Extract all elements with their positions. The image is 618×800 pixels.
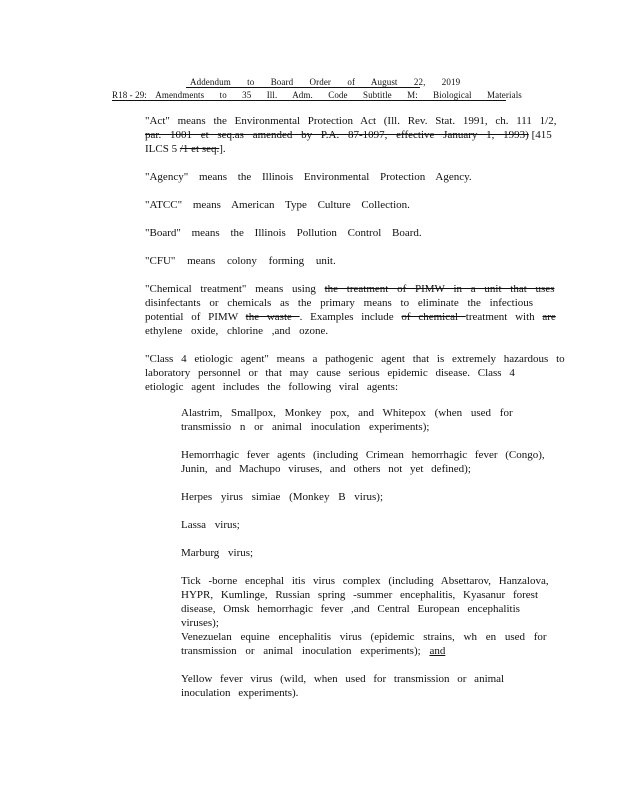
agent-alastrim: Alastrim, Smallpox, Monkey pox, and Whitepox (when used for transmissio n or animal inoculation experiments); <box>181 407 513 433</box>
struck-text: of chemical <box>401 311 466 323</box>
header-subject: Amendments to 35 Ill. Adm. Code Subtitle M: Biological Materials <box>155 90 522 100</box>
struck-text: /1 et seq. <box>179 143 220 155</box>
agent-herpes: Herpes yirus simiae (Monkey B virus); <box>181 491 383 503</box>
header-subtitle <box>112 90 522 100</box>
docket-number: R18 - 29: <box>112 90 147 100</box>
agent-marburg: Marburg virus; <box>181 547 254 559</box>
struck-text: par. 1001 et seq.as amended by P.A. 87-1097, effective January 1, 1993) <box>145 129 529 141</box>
agent-lassa: Lassa virus; <box>181 519 240 531</box>
struck-text: are <box>542 311 556 323</box>
definition-board: "Board" means the Illinois Pollution Control Board. <box>145 227 422 239</box>
definition-cfu: "CFU" means colony forming unit. <box>145 255 336 267</box>
agent-tick-borne: Tick -borne encephal itis virus complex (including Absettarov, Hanzalova, HYPR, Kumlinge, Russian spring -summer encephalitis, Kyasanur forest disease, Omsk hemorrhagic fever ,and Central European encephalitis viruses); <box>181 575 549 629</box>
agent-hemorrhagic-fever: Hemorrhagic fever agents (including Crimean hemorrhagic fever (Congo), Junin, and Machupo viruses, and others not yet defined); <box>181 449 545 475</box>
header-rule <box>112 100 506 101</box>
definition-class4-agent: "Class 4 etiologic agent" means a pathogenic agent that is extremely hazardous to laboratory personnel or that may cause serious epidemic disease. Class 4 etiologic agent includes the following viral agents: <box>145 353 565 393</box>
header-underline <box>186 87 420 88</box>
definition-atcc: "ATCC" means American Type Culture Collection. <box>145 199 410 211</box>
definition-act: "Act" means the Environmental Protection Act (Ill. Rev. Stat. 1991, ch. 111 1/2, par. 1001 et seq.as amended by P.A. 87-1097, effective January 1, 1993) [415 ILCS 5 /1 et seq.]. <box>145 115 557 155</box>
inserted-text: and <box>429 645 446 657</box>
agent-yellow-fever: Yellow fever virus (wild, when used for transmission or animal inoculation experiments). <box>181 673 505 699</box>
header-title: Addendum to Board Order of August 22, 2019 <box>190 77 461 87</box>
struck-text: the treatment of PIMW in a unit that uses <box>324 283 555 295</box>
agent-venezuelan: Venezuelan equine encephalitis virus (epidemic strains, wh en used for transmission or animal inoculation experiments); and <box>181 631 547 657</box>
definition-chemical-treatment: "Chemical treatment" means using the treatment of PIMW in a unit that uses disinfectants or chemicals as the primary means to eliminate the infectious potential of PIMW the waste . Examples include of chemical treatment with are ethylene oxide, chlorine ,and ozone. <box>145 283 556 337</box>
struck-text: the waste <box>245 311 300 323</box>
definition-agency: "Agency" means the Illinois Environmental Protection Agency. <box>145 171 472 183</box>
